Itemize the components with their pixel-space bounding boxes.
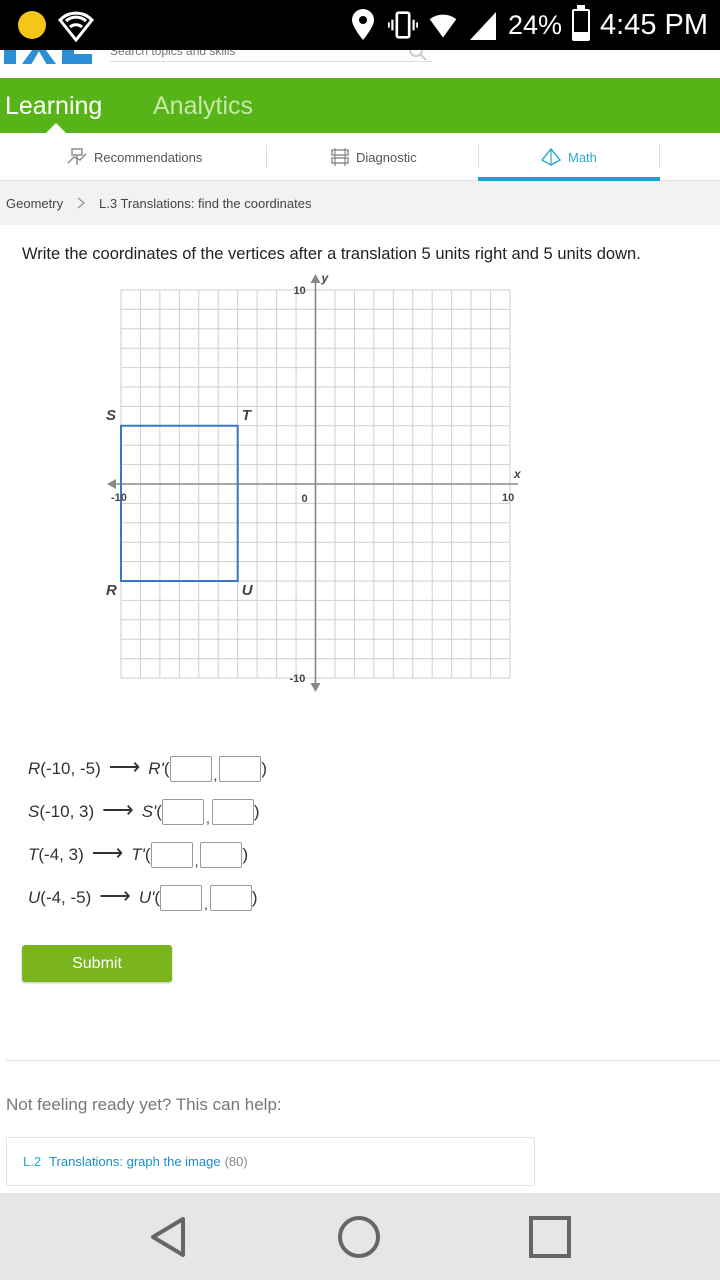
vertex-name: U bbox=[28, 888, 41, 907]
x-axis-label: x bbox=[514, 467, 521, 481]
arrow-icon: ⟶ bbox=[99, 883, 131, 908]
r-y-input[interactable] bbox=[219, 756, 261, 782]
open-paren: ( bbox=[156, 802, 162, 821]
image-vertex-name: U' bbox=[138, 888, 155, 907]
signal-icon bbox=[468, 8, 498, 42]
x-axis-arrow-left bbox=[107, 479, 116, 489]
y-axis-label: y bbox=[321, 271, 329, 285]
breadcrumb-geometry[interactable]: Geometry bbox=[6, 196, 64, 211]
comma: , bbox=[205, 810, 210, 826]
back-icon[interactable] bbox=[145, 1213, 193, 1261]
clock: 4:45 PM bbox=[600, 8, 708, 41]
vertex-label-u: U bbox=[241, 582, 253, 599]
close-paren: ) bbox=[253, 802, 260, 821]
active-tab-caret bbox=[46, 123, 66, 133]
diagnostic-icon bbox=[330, 147, 350, 167]
status-bar bbox=[0, 0, 720, 50]
subtab-math[interactable] bbox=[540, 133, 597, 181]
search-input[interactable] bbox=[110, 50, 432, 62]
submit-button[interactable]: Submit bbox=[22, 945, 172, 982]
comma: , bbox=[204, 896, 208, 912]
subtab-recommendations-label: Recommendations bbox=[94, 149, 203, 165]
tab-learning[interactable]: Learning bbox=[5, 92, 103, 120]
breadcrumb-skill: L.3 Translations: find the coordinates bbox=[99, 196, 312, 211]
tick-label-x-max: 10 bbox=[502, 492, 515, 504]
close-paren: ) bbox=[261, 759, 268, 778]
wifi-icon bbox=[56, 8, 96, 42]
vertex-coords: (-4, 3) bbox=[38, 845, 84, 864]
help-skill-count: (80) bbox=[224, 1154, 248, 1169]
subtab-diagnostic-label: Diagnostic bbox=[356, 149, 417, 165]
help-skill-link[interactable] bbox=[6, 1137, 535, 1186]
s-x-input[interactable] bbox=[162, 799, 204, 825]
open-paren: ( bbox=[154, 888, 161, 907]
tick-label-y-min: -10 bbox=[289, 673, 306, 685]
origin-label: 0 bbox=[301, 493, 308, 505]
image-vertex-name: R' bbox=[148, 759, 164, 778]
arrow-icon: ⟶ bbox=[108, 754, 141, 779]
home-icon[interactable] bbox=[335, 1213, 383, 1261]
notification-dot-icon bbox=[18, 11, 46, 39]
vertex-coords: (-10, 3) bbox=[39, 802, 95, 821]
open-paren: ( bbox=[144, 845, 151, 864]
help-skill-name: Translations: graph the image bbox=[49, 1154, 221, 1169]
main-nav bbox=[0, 78, 720, 133]
vertex-name: S bbox=[28, 802, 40, 821]
help-skill-code: L.2 bbox=[23, 1154, 42, 1169]
tick-label-y-max: 10 bbox=[293, 285, 306, 297]
image-vertex-name: T' bbox=[131, 845, 145, 864]
search-strip bbox=[0, 50, 720, 78]
open-paren: ( bbox=[163, 759, 170, 778]
vertex-label-t: T bbox=[241, 406, 251, 424]
battery-icon bbox=[572, 9, 590, 41]
question-prompt: Write the coordinates of the vertices after a translation 5 units right and 5 units down. bbox=[22, 245, 641, 263]
y-axis-arrow-up bbox=[311, 274, 321, 283]
ixl-logo[interactable] bbox=[0, 50, 94, 66]
chevron-right-icon bbox=[76, 197, 86, 209]
system-nav-bar bbox=[0, 1193, 720, 1280]
help-heading: Not feeling ready yet? This can help: bbox=[6, 1095, 282, 1114]
vertex-coords: (-4, -5) bbox=[40, 888, 92, 907]
divider bbox=[659, 145, 660, 169]
image-vertex-name: S' bbox=[141, 802, 157, 821]
y-axis-arrow-down bbox=[311, 683, 321, 692]
axes bbox=[107, 274, 518, 692]
vertex-name: R bbox=[28, 759, 41, 778]
subnav bbox=[0, 133, 720, 181]
tick-label-x-min: -10 bbox=[111, 492, 127, 504]
search-icon[interactable] bbox=[408, 50, 428, 62]
breadcrumb bbox=[0, 181, 720, 225]
pyramid-icon bbox=[540, 147, 562, 167]
vertex-name: T bbox=[28, 845, 39, 864]
r-x-input[interactable] bbox=[170, 756, 212, 782]
answer-row-t bbox=[28, 841, 248, 869]
wifi-icon bbox=[428, 8, 458, 42]
arrow-icon: ⟶ bbox=[91, 840, 124, 865]
vertex-label-s: S bbox=[106, 406, 117, 424]
answer-row-s bbox=[28, 798, 260, 826]
tab-analytics[interactable]: Analytics bbox=[153, 92, 254, 120]
u-x-input[interactable] bbox=[160, 885, 202, 911]
coordinate-grid bbox=[0, 268, 720, 698]
recents-icon[interactable] bbox=[526, 1213, 574, 1261]
comma: , bbox=[194, 853, 199, 869]
location-icon bbox=[348, 8, 378, 42]
recommendations-icon bbox=[66, 147, 88, 167]
vertex-label-r: R bbox=[106, 582, 117, 599]
section-divider bbox=[6, 1060, 720, 1061]
graph-labels bbox=[106, 271, 522, 685]
arrow-icon: ⟶ bbox=[102, 797, 134, 822]
t-y-input[interactable] bbox=[200, 842, 242, 868]
s-y-input[interactable] bbox=[212, 799, 254, 825]
vertex-coords: (-10, -5) bbox=[40, 759, 101, 778]
subtab-diagnostic[interactable] bbox=[330, 133, 417, 181]
comma: , bbox=[213, 767, 218, 783]
t-x-input[interactable] bbox=[151, 842, 193, 868]
subtab-math-label: Math bbox=[568, 149, 597, 165]
vibrate-icon bbox=[388, 8, 418, 42]
close-paren: ) bbox=[242, 845, 249, 864]
divider bbox=[266, 145, 267, 169]
subtab-recommendations[interactable] bbox=[66, 133, 202, 181]
divider bbox=[478, 145, 479, 169]
battery-percent: 24% bbox=[507, 9, 562, 40]
answer-row-r bbox=[28, 755, 267, 783]
close-paren: ) bbox=[251, 888, 258, 907]
u-y-input[interactable] bbox=[210, 885, 252, 911]
answer-row-u bbox=[28, 884, 258, 912]
